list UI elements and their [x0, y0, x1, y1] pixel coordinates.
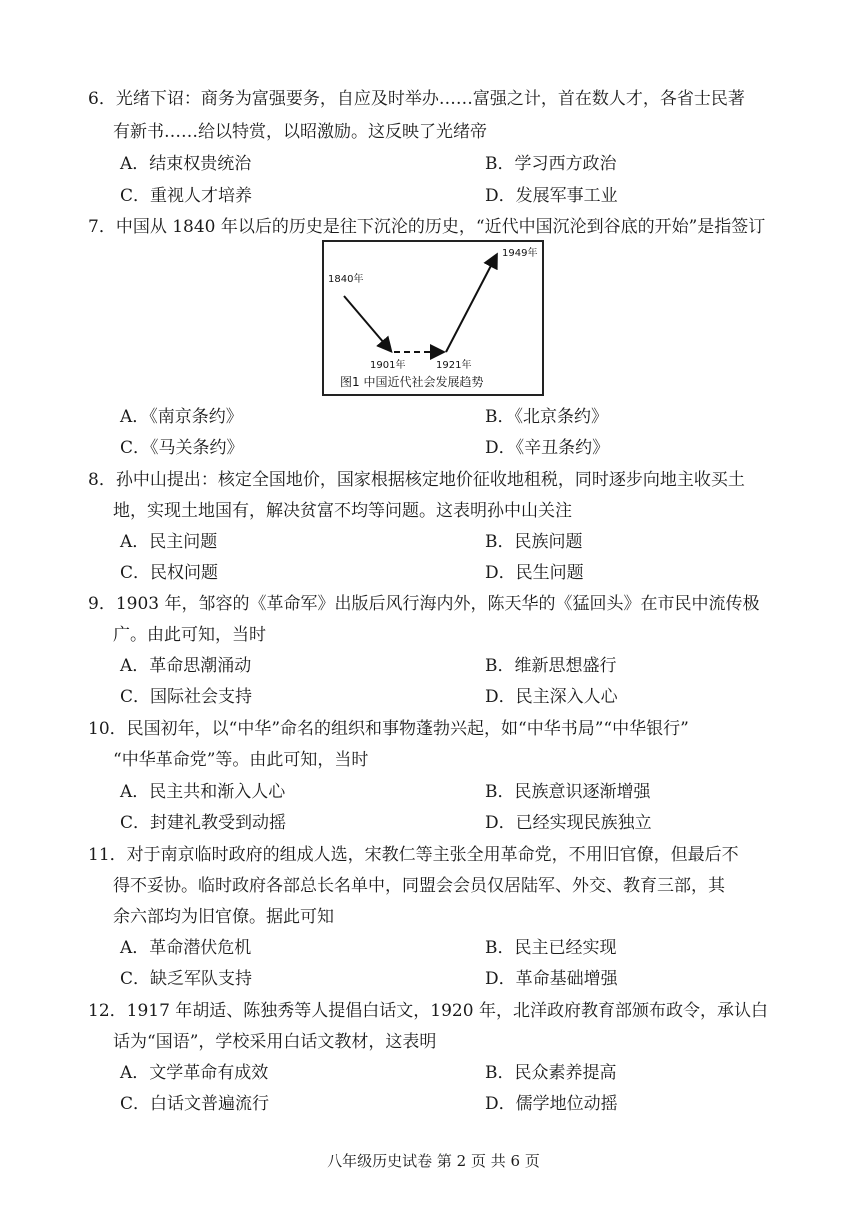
q10-stem-line1: 10．民国初年，以“中华”命名的组织和事物蓬勃兴起，如“中华书局”“中华银行”: [88, 719, 689, 739]
q11-option-b: B．民主已经实现: [485, 938, 617, 958]
label-1949: 1949年: [502, 248, 538, 259]
q7-option-d: D．《辛丑条约》: [485, 438, 610, 458]
q9-stem-line2: 广。由此可知，当时: [113, 625, 266, 645]
rise-arrow: [446, 256, 496, 352]
q12-option-a: A．文学革命有成效: [120, 1063, 269, 1083]
q10-option-b: B．民族意识逐渐增强: [485, 782, 651, 802]
q6-option-d: D．发展军事工业: [485, 186, 618, 206]
q11-stem-line3: 余六部均为旧官僚。据此可知: [113, 907, 334, 927]
label-1921: 1921年: [436, 360, 472, 371]
q11-stem-line1: 11．对于南京临时政府的组成人选，宋教仁等主张全用革命党，不用旧官僚，但最后不: [88, 845, 739, 865]
q6-option-b: B．学习西方政治: [485, 154, 617, 174]
q8-option-d: D．民生问题: [485, 563, 584, 583]
q10-stem-line2: “中华革命党”等。由此可知，当时: [113, 750, 369, 770]
q7-option-c: C．《马关条约》: [120, 438, 244, 458]
q9-option-d: D．民主深入人心: [485, 687, 618, 707]
q8-option-a: A．民主问题: [120, 532, 218, 552]
q7-option-a: A．《南京条约》: [120, 407, 243, 427]
q6-stem-line2: 有新书……给以特赏，以昭激励。这反映了光绪帝: [113, 122, 487, 142]
q12-stem-line2: 话为“国语”，学校采用白话文教材，这表明: [113, 1032, 437, 1052]
q7-option-b: B．《北京条约》: [485, 407, 608, 427]
page-footer: 八年级历史试卷 第 2 页 共 6 页: [327, 1152, 540, 1170]
q8-option-c: C．民权问题: [120, 563, 219, 583]
label-1901: 1901年: [370, 360, 406, 371]
q9-option-c: C．国际社会支持: [120, 687, 253, 707]
q10-option-a: A．民主共和渐入人心: [120, 782, 286, 802]
q8-option-b: B．民族问题: [485, 532, 583, 552]
q6-option-a: A．结束权贵统治: [120, 154, 252, 174]
q10-option-c: C．封建礼教受到动摇: [120, 813, 287, 833]
label-1840: 1840年: [328, 274, 364, 285]
decline-arrow: [344, 296, 390, 350]
q6-stem-line1: 6．光绪下诏：商务为富强要务，自应及时举办……富强之计，首在数人才，各省士民著: [88, 89, 745, 109]
figure-caption: 图1 中国近代社会发展趋势: [340, 375, 484, 389]
q12-stem-line1: 12．1917 年胡适、陈独秀等人提倡白话文，1920 年，北洋政府教育部颁布政令，承认白: [88, 1001, 768, 1021]
q11-option-a: A．革命潜伏危机: [120, 938, 252, 958]
trend-diagram: [324, 242, 542, 394]
q10-option-d: D．已经实现民族独立: [485, 813, 652, 833]
q12-option-b: B．民众素养提高: [485, 1063, 617, 1083]
q9-option-b: B．维新思想盛行: [485, 656, 617, 676]
q9-stem-line1: 9．1903 年，邹容的《革命军》出版后风行海内外，陈天华的《猛回头》在市民中流传极: [88, 594, 760, 614]
q7-stem-line1: 7．中国从 1840 年以后的历史是往下沉沦的历史，“近代中国沉沦到谷底的开始”是指签订: [88, 217, 766, 237]
q11-option-d: D．革命基础增强: [485, 969, 618, 989]
q8-stem-line1: 8．孙中山提出：核定全国地价，国家根据核定地价征收地租税，同时逐步向地主收买土: [88, 470, 745, 490]
q11-stem-line2: 得不妥协。临时政府各部总长名单中，同盟会会员仅居陆军、外交、教育三部，其: [113, 876, 725, 896]
q11-option-c: C．缺乏军队支持: [120, 969, 253, 989]
q9-option-a: A．革命思潮涌动: [120, 656, 252, 676]
history-trend-figure: [322, 240, 544, 396]
q12-option-c: C．白话文普遍流行: [120, 1094, 270, 1114]
q8-stem-line2: 地，实现土地国有，解决贫富不均等问题。这表明孙中山关注: [113, 501, 572, 521]
q6-option-c: C．重视人才培养: [120, 186, 253, 206]
q12-option-d: D．儒学地位动摇: [485, 1094, 618, 1114]
